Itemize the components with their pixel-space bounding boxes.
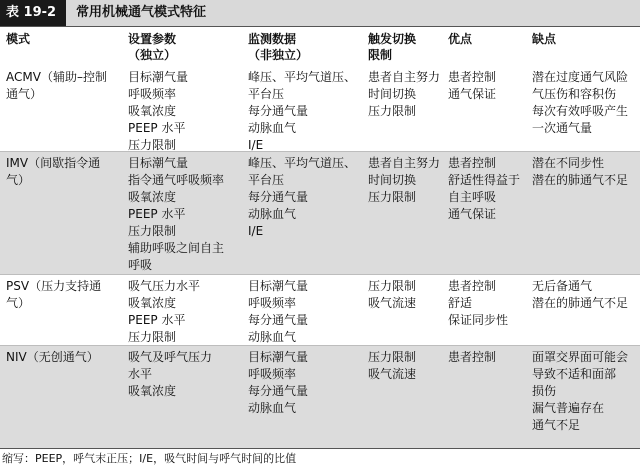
cell-line: 吸氧浓度 xyxy=(128,190,177,204)
cell-line: 患者自主努力 xyxy=(368,70,441,84)
cell-line: 患者控制 xyxy=(448,156,497,170)
cell-line: PEEP 水平 xyxy=(128,207,186,221)
cell-line: 平台压 xyxy=(248,87,285,101)
cell-line: 峰压、平均气道压、 xyxy=(248,70,357,84)
cell-line: 压力限制 xyxy=(128,138,177,152)
header-monitoring xyxy=(248,27,360,63)
table-header-row xyxy=(0,27,640,67)
cell-line: 每分通气量 xyxy=(248,190,309,204)
cell-monitoring xyxy=(248,152,360,240)
cell-line: 潜在过度通气风险 xyxy=(532,70,629,84)
cell-line: 舒适 xyxy=(448,296,473,310)
cell-monitoring xyxy=(248,346,360,417)
cell-line: 时间切换 xyxy=(368,87,417,101)
header-line: 设置参数 xyxy=(128,32,177,46)
cell-monitoring xyxy=(248,66,360,154)
cell-line: 动脉血气 xyxy=(248,401,297,415)
cell-line: 患者控制 xyxy=(448,279,497,293)
cell-line: 无后备通气 xyxy=(532,279,593,293)
cell-line: IMV（间歇指令通 xyxy=(6,156,101,170)
header-line: 限制 xyxy=(368,48,393,62)
cell-line: I/E xyxy=(248,224,264,238)
cell-line: 气压伤和容积伤 xyxy=(532,87,617,101)
cell-line: NIV（无创通气） xyxy=(6,350,99,364)
cell-line: 吸气流速 xyxy=(368,296,417,310)
header-line: 模式 xyxy=(6,32,31,46)
table-row xyxy=(0,275,640,346)
cell-line: 指令通气呼吸频率 xyxy=(128,173,225,187)
cell-line: 吸气及呼气压力 xyxy=(128,350,213,364)
cell-line: 目标潮气量 xyxy=(248,350,309,364)
cell-line: 患者自主努力 xyxy=(368,156,441,170)
cell-line: 目标潮气量 xyxy=(248,279,309,293)
cell-line: 通气不足 xyxy=(532,418,581,432)
cell-line: 气） xyxy=(6,173,31,187)
table-number: 表 19-2 xyxy=(0,0,66,26)
cell-line: 保证同步性 xyxy=(448,313,509,327)
cell-line: 呼吸 xyxy=(128,258,153,272)
header-advantages xyxy=(448,27,530,47)
cell-line: 每分通气量 xyxy=(248,104,309,118)
cell-line: 每次有效呼吸产生 xyxy=(532,104,629,118)
table-footnote: 缩写：PEEP，呼气末正压；I/E，吸气时间与呼气时间的比值 xyxy=(2,452,297,465)
cell-trigger xyxy=(368,152,446,206)
cell-line: I/E xyxy=(248,138,264,152)
cell-line: 潜在的肺通气不足 xyxy=(532,173,629,187)
cell-mode xyxy=(6,66,118,103)
cell-line: 通气保证 xyxy=(448,87,497,101)
cell-line: 目标潮气量 xyxy=(128,70,189,84)
cell-advantages xyxy=(448,66,530,103)
cell-line: 平台压 xyxy=(248,173,285,187)
table-row xyxy=(0,152,640,275)
cell-line: PEEP 水平 xyxy=(128,121,186,135)
cell-line: 呼吸频率 xyxy=(128,87,177,101)
cell-line: 呼吸频率 xyxy=(248,296,297,310)
cell-line: 患者控制 xyxy=(448,70,497,84)
cell-trigger xyxy=(368,66,446,120)
cell-line: 通气） xyxy=(6,87,43,101)
cell-line: 辅助呼吸之间自主 xyxy=(128,241,225,255)
table-row xyxy=(0,66,640,152)
cell-line: 吸氧浓度 xyxy=(128,296,177,310)
header-settings xyxy=(128,27,240,63)
cell-line: 吸氧浓度 xyxy=(128,104,177,118)
cell-line: 时间切换 xyxy=(368,173,417,187)
cell-settings xyxy=(128,152,240,274)
cell-line: 潜在不同步性 xyxy=(532,156,605,170)
cell-disadvantages xyxy=(532,66,636,137)
cell-line: 导致不适和面部 xyxy=(532,367,617,381)
cell-line: 吸氧浓度 xyxy=(128,384,177,398)
cell-line: 损伤 xyxy=(532,384,557,398)
cell-line: 舒适性得益于 xyxy=(448,173,521,187)
table-title-bar xyxy=(0,0,640,27)
cell-line: 潜在的肺通气不足 xyxy=(532,296,629,310)
cell-line: 每分通气量 xyxy=(248,313,309,327)
cell-advantages xyxy=(448,275,530,329)
cell-trigger xyxy=(368,275,446,312)
header-line: 优点 xyxy=(448,32,473,46)
cell-line: 患者控制 xyxy=(448,350,497,364)
cell-line: 动脉血气 xyxy=(248,330,297,344)
cell-line: 气） xyxy=(6,296,31,310)
cell-line: 吸气压力水平 xyxy=(128,279,201,293)
cell-line: 自主呼吸 xyxy=(448,190,497,204)
cell-mode xyxy=(6,275,118,312)
cell-line: 漏气普遍存在 xyxy=(532,401,605,415)
cell-settings xyxy=(128,346,240,400)
cell-line: PSV（压力支持通 xyxy=(6,279,102,293)
cell-line: 压力限制 xyxy=(368,350,417,364)
header-line: 监测数据 xyxy=(248,32,297,46)
cell-advantages xyxy=(448,346,530,366)
cell-line: 水平 xyxy=(128,367,153,381)
cell-line: 面罩交界面可能会 xyxy=(532,350,629,364)
header-line: （独立） xyxy=(128,48,177,62)
cell-monitoring xyxy=(248,275,360,346)
cell-line: PEEP 水平 xyxy=(128,313,186,327)
header-disadvantages xyxy=(532,27,636,47)
cell-mode xyxy=(6,346,118,366)
cell-line: 吸气流速 xyxy=(368,367,417,381)
cell-line: 压力限制 xyxy=(368,279,417,293)
cell-line: 动脉血气 xyxy=(248,207,297,221)
cell-line: 压力限制 xyxy=(368,190,417,204)
cell-settings xyxy=(128,66,240,154)
cell-line: 压力限制 xyxy=(368,104,417,118)
cell-line: 压力限制 xyxy=(128,224,177,238)
cell-disadvantages xyxy=(532,152,636,189)
cell-line: 峰压、平均气道压、 xyxy=(248,156,357,170)
header-line: 缺点 xyxy=(532,32,557,46)
cell-disadvantages xyxy=(532,275,636,312)
cell-line: 动脉血气 xyxy=(248,121,297,135)
table-title: 常用机械通气模式特征 xyxy=(76,5,207,20)
header-mode xyxy=(6,27,118,47)
cell-line: ACMV（辅助–控制 xyxy=(6,70,107,84)
header-line: （非独立） xyxy=(248,48,309,62)
cell-mode xyxy=(6,152,118,189)
cell-line: 通气保证 xyxy=(448,207,497,221)
header-trigger xyxy=(368,27,446,63)
cell-line: 目标潮气量 xyxy=(128,156,189,170)
cell-trigger xyxy=(368,346,446,383)
cell-line: 每分通气量 xyxy=(248,384,309,398)
header-line: 触发切换 xyxy=(368,32,417,46)
cell-line: 一次通气量 xyxy=(532,121,593,135)
cell-disadvantages xyxy=(532,346,636,434)
cell-settings xyxy=(128,275,240,346)
cell-advantages xyxy=(448,152,530,223)
cell-line: 呼吸频率 xyxy=(248,367,297,381)
table-row xyxy=(0,346,640,449)
cell-line: 压力限制 xyxy=(128,330,177,344)
